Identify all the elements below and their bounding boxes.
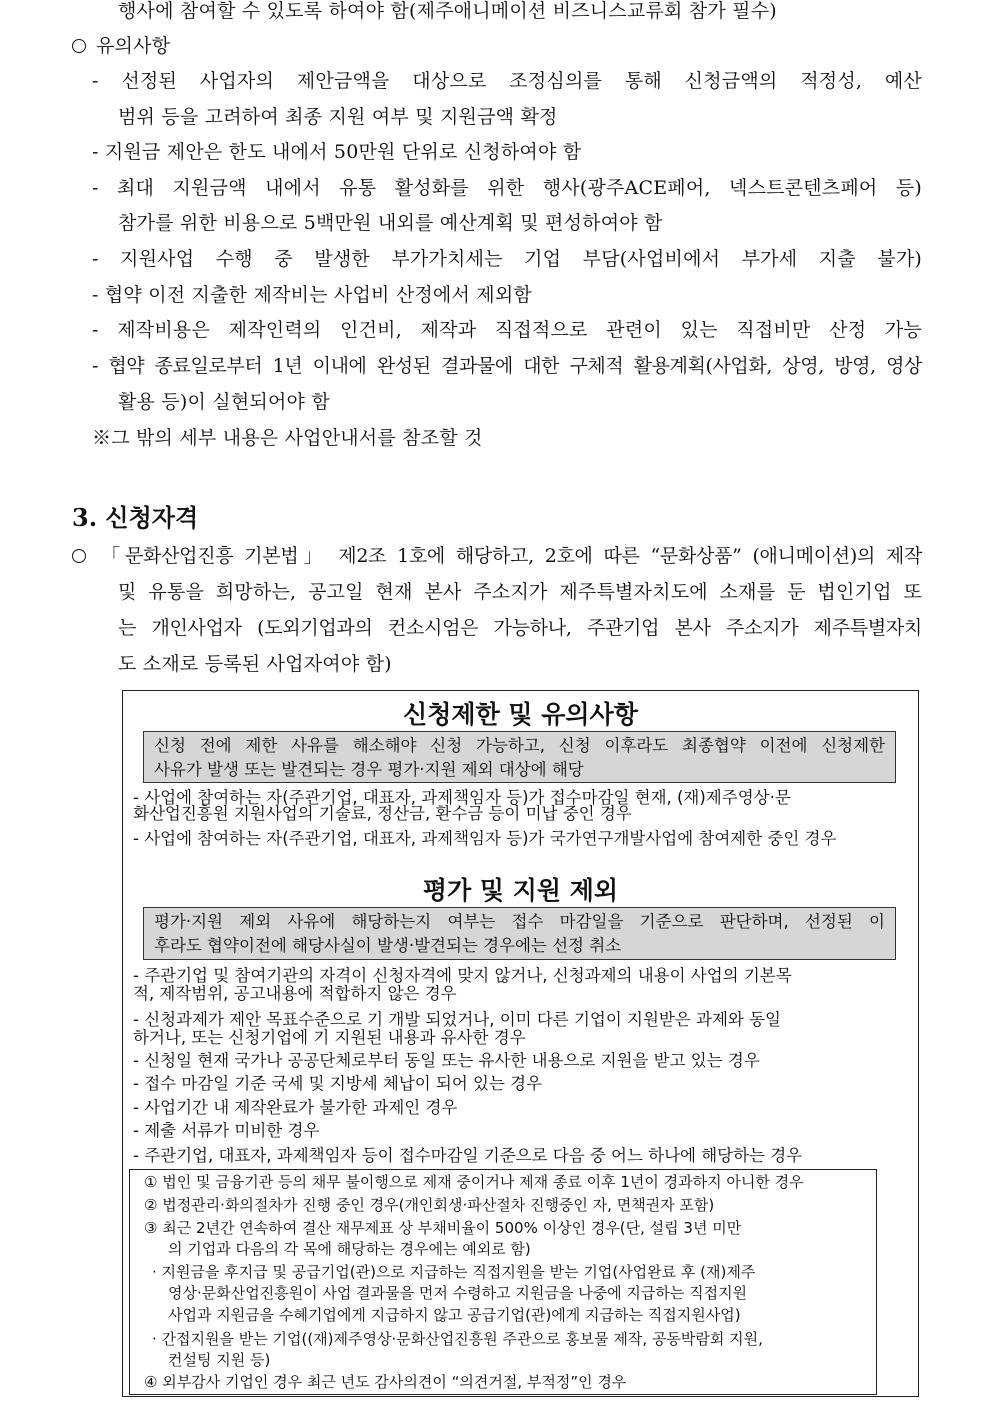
caution-item: - 선정된 사업자의 제안금액을 대상으로 조정심의를 통해 신청금액의 적정성, 예산 xyxy=(92,70,922,92)
exclusion-item: - 신청일 현재 국가나 공공단체로부터 동일 또는 유사한 내용으로 지원을 받고 있는 경우 xyxy=(133,1051,760,1070)
restriction-box xyxy=(122,690,919,1397)
disqualification-item: ① 법인 및 금융기관 등의 채무 불이행으로 제재 중이거나 제재 종료 이후 1년이 경과하지 아니한 경우 xyxy=(144,1173,804,1191)
caution-item-cont: 범위 등을 고려하여 최종 지원 여부 및 지원금액 확정 xyxy=(118,106,558,128)
restriction-item: - 사업에 참여하는 자(주관기업, 대표자, 과제책임자 등)가 접수마감일 현재, (재)제주영상·문 xyxy=(133,788,791,807)
exclusion-item: - 사업기간 내 제작완료가 불가한 과제인 경우 xyxy=(133,1098,458,1117)
section-title: 3. 신청자격 xyxy=(72,503,199,532)
disqualification-subitem-cont: 영상·문화산업진흥원이 사업 결과물을 먼저 수령하고 지원금을 나중에 지급하는 직접지원 xyxy=(168,1284,748,1302)
disqualification-subitem: · 지원금을 후지급 및 공급기업(관)으로 지급하는 직접지원을 받는 기업(사업완료 후 (재)제주 xyxy=(152,1263,756,1281)
exclusion-notice: 평가·지원 제외 사유에 해당하는지 여부는 접수 마감일을 기준으로 판단하며, 선정된 이 후라도 협약이전에 해당사실이 발생·발견되는 경우에는 선정 취소 xyxy=(143,907,896,960)
exclusion-item: - 접수 마감일 기준 국세 및 지방세 체납이 되어 있는 경우 xyxy=(133,1074,543,1093)
exclusion-item: - 주관기업, 대표자, 과제책임자 등이 접수마감일 기준으로 다음 중 어느 하나에 해당하는 경우 xyxy=(133,1146,803,1165)
caution-heading xyxy=(72,32,170,60)
exclusion-heading: 평가 및 지원 제외 xyxy=(422,876,619,905)
disqualification-item: ④ 외부감사 기업인 경우 최근 년도 감사의견이 “의견거절, 부적정”인 경우 xyxy=(144,1373,627,1391)
caution-item: - 최대 지원금액 내에서 유통 활성화를 위한 행사(광주ACE페어, 넥스트콘텐츠페어 등) xyxy=(92,177,922,199)
continued-line: 행사에 참여할 수 있도록 하여야 함(제주애니메이션 비즈니스교류회 참가 필수) xyxy=(118,0,777,22)
exclusion-item: - 제출 서류가 미비한 경우 xyxy=(133,1121,320,1140)
reference-note: ※그 밖의 세부 내용은 사업안내서를 참조할 것 xyxy=(92,427,483,449)
caution-item: - 협약 종료일로부터 1년 이내에 완성된 결과물에 대한 구체적 활용계획(사업화, 상영, 방영, 영상 xyxy=(92,355,922,377)
caution-item: - 지원사업 수행 중 발생한 부가가치세는 기업 부담(사업비에서 부가세 지출 불가) xyxy=(92,248,922,270)
disqualification-subitem-cont: 사업과 지원금을 수혜기업에게 지급하지 않고 공급기업(관)에게 지급하는 직접지원사업) xyxy=(168,1306,741,1324)
disqualification-subitem: · 간접지원을 받는 기업((재)제주영상·문화산업진흥원 주관으로 홍보물 제작, 공동박람회 지원, xyxy=(152,1330,763,1348)
disqualification-item: ② 법정관리·화의절차가 진행 중인 경우(개인회생·파산절차 진행중인 자, 면책권자 포함) xyxy=(144,1196,715,1214)
disqualification-item-cont: 의 기업과 다음의 각 목에 해당하는 경우에는 예외로 함) xyxy=(168,1240,531,1258)
eligibility-para-line: 「문화산업진흥 기본법」 제2조 1호에 해당하고, 2호에 따른 “문화상품” (애니메이션)의 제작 xyxy=(72,542,922,570)
exclusion-item-cont: 하거나, 또는 신청기업에 기 지원된 내용과 유사한 경우 xyxy=(133,1028,526,1047)
eligibility-para-line: 및 유통을 희망하는, 공고일 현재 본사 주소지가 제주특별자치도에 소재를 둔 법인기업 또 xyxy=(118,581,922,603)
disqualification-item: ③ 최근 2년간 연속하여 결산 재무제표 상 부채비율이 500% 이상인 경우(단, 설립 3년 미만 xyxy=(144,1219,742,1237)
restriction-item-cont: 화산업진흥원 지원사업의 기술료, 정산금, 환수금 등이 미납 중인 경우 xyxy=(133,804,632,823)
restriction-item: - 사업에 참여하는 자(주관기업, 대표자, 과제책임자 등)가 국가연구개발사업에 참여제한 중인 경우 xyxy=(133,829,837,848)
eligibility-para-line: 는 개인사업자 (도외기업과의 컨소시엄은 가능하나, 주관기업 본사 주소지가 제주특별자치 xyxy=(118,617,922,639)
disqualification-list-box xyxy=(129,1169,877,1395)
caution-item-cont: 활용 등)이 실현되어야 함 xyxy=(118,391,330,413)
caution-item: - 지원금 제안은 한도 내에서 50만원 단위로 신청하여야 함 xyxy=(92,141,582,163)
caution-item-cont: 참가를 위한 비용으로 5백만원 내외를 예산계획 및 편성하여야 함 xyxy=(118,212,663,234)
circle-bullet-icon xyxy=(72,39,86,53)
caution-item: - 제작비용은 제작인력의 인건비, 제작과 직접적으로 관련이 있는 직접비만 산정 가능 xyxy=(92,319,922,341)
exclusion-item: - 신청과제가 제안 목표수준으로 기 개발 되었거나, 이미 다른 기업이 지원받은 과제와 동일 xyxy=(133,1010,781,1029)
restriction-heading: 신청제한 및 유의사항 xyxy=(403,700,638,729)
caution-title: 유의사항 xyxy=(96,35,171,57)
exclusion-item: - 주관기업 및 참여기관의 자격이 신청자격에 맞지 않거나, 신청과제의 내용이 사업의 기본목 xyxy=(133,966,792,985)
circle-bullet-icon xyxy=(72,549,86,563)
restriction-notice: 신청 전에 제한 사유를 해소해야 신청 가능하고, 신청 이후라도 최종협약 이전에 신청제한 사유가 발생 또는 발견되는 경우 평가·지원 제외 대상에 해당 xyxy=(143,731,896,783)
exclusion-item-cont: 적, 제작범위, 공고내용에 적합하지 않은 경우 xyxy=(133,984,457,1003)
disqualification-subitem-cont: 컨설팅 지원 등) xyxy=(168,1351,271,1369)
caution-item: - 협약 이전 지출한 제작비는 사업비 산정에서 제외함 xyxy=(92,284,532,306)
eligibility-para-line: 도 소재로 등록된 사업자여야 함) xyxy=(118,653,392,675)
